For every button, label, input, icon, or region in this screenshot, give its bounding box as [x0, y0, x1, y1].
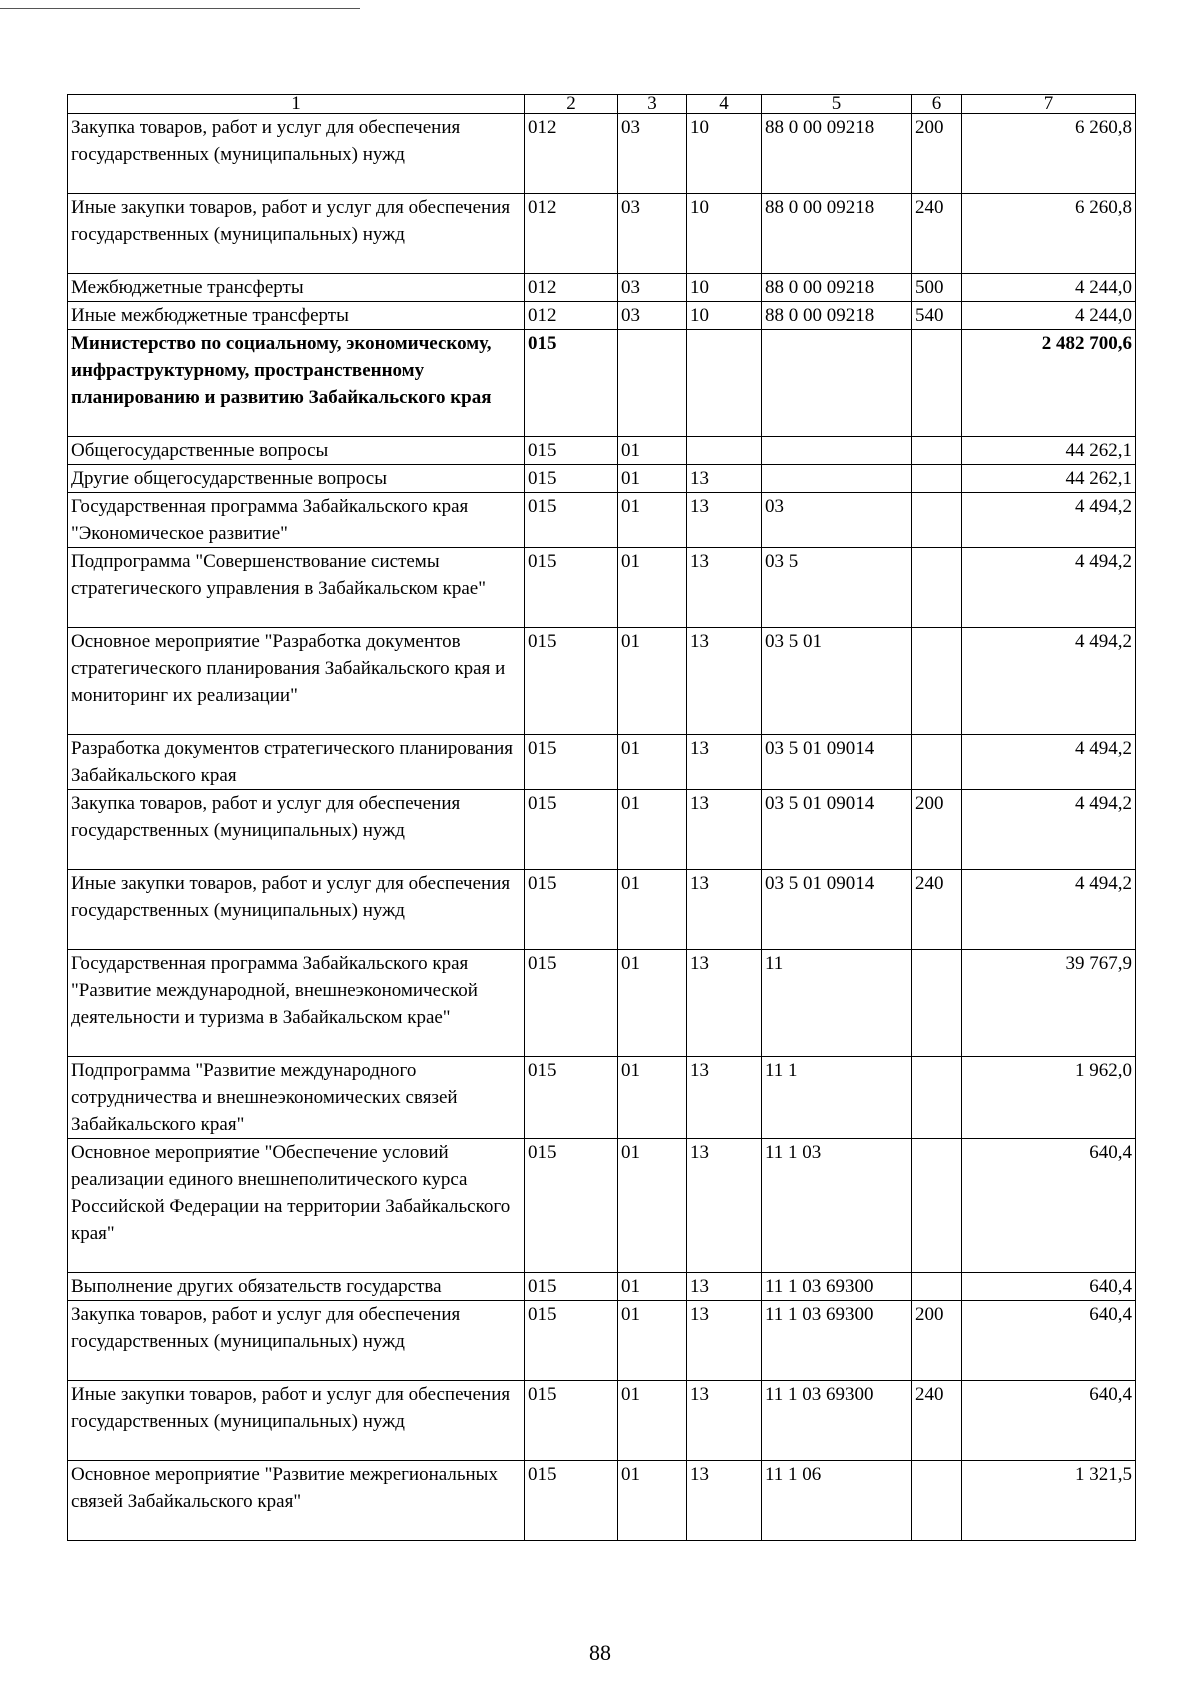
- row-subsection-cell: 10: [687, 302, 762, 330]
- row-target-article-cell: [762, 465, 912, 493]
- row-amount-cell: 4 494,2: [962, 628, 1136, 735]
- row-name-cell: Подпрограмма "Развитие международного сотрудничества и внешнеэкономических связей Забайкальского края": [68, 1057, 525, 1139]
- row-amount-cell: 44 262,1: [962, 437, 1136, 465]
- row-target-article-cell: 11: [762, 950, 912, 1057]
- row-code-cell: 015: [525, 1381, 618, 1461]
- table-row: [68, 274, 1136, 302]
- header-row: [68, 95, 1136, 114]
- row-target-article-cell: 03 5: [762, 548, 912, 628]
- row-expense-type-cell: 240: [912, 194, 962, 274]
- row-subsection-cell: 10: [687, 114, 762, 194]
- row-section-cell: 01: [618, 628, 687, 735]
- row-target-article-cell: 11 1 03: [762, 1139, 912, 1273]
- row-expense-type-cell: [912, 735, 962, 790]
- row-name-cell: Министерство по социальному, экономическому, инфраструктурному, пространственному планированию и развитию Забайкальского края: [68, 330, 525, 437]
- table-row: [68, 735, 1136, 790]
- row-target-article-cell: 88 0 00 09218: [762, 302, 912, 330]
- table-row: [68, 1139, 1136, 1273]
- header-cell: 3: [618, 95, 687, 114]
- table-row: [68, 465, 1136, 493]
- row-amount-cell: 1 321,5: [962, 1461, 1136, 1541]
- row-amount-cell: 4 244,0: [962, 302, 1136, 330]
- row-amount-cell: 640,4: [962, 1139, 1136, 1273]
- row-subsection-cell: 13: [687, 493, 762, 548]
- header-cell: 5: [762, 95, 912, 114]
- row-name-cell: Иные межбюджетные трансферты: [68, 302, 525, 330]
- row-name-cell: Другие общегосударственные вопросы: [68, 465, 525, 493]
- row-target-article-cell: 03: [762, 493, 912, 548]
- table-row: [68, 1461, 1136, 1541]
- row-name-cell: Общегосударственные вопросы: [68, 437, 525, 465]
- table-row: [68, 628, 1136, 735]
- row-code-cell: 015: [525, 1057, 618, 1139]
- budget-table: [67, 94, 1136, 1541]
- row-code-cell: 015: [525, 1273, 618, 1301]
- row-section-cell: 01: [618, 950, 687, 1057]
- row-subsection-cell: 13: [687, 1273, 762, 1301]
- row-expense-type-cell: [912, 950, 962, 1057]
- table-row: [68, 330, 1136, 437]
- row-amount-cell: 640,4: [962, 1381, 1136, 1461]
- row-target-article-cell: 11 1: [762, 1057, 912, 1139]
- row-subsection-cell: 10: [687, 194, 762, 274]
- table-row: [68, 790, 1136, 870]
- row-target-article-cell: 11 1 03 69300: [762, 1273, 912, 1301]
- row-subsection-cell: 10: [687, 274, 762, 302]
- row-name-cell: Государственная программа Забайкальского края "Развитие международной, внешнеэкономической деятельности и туризма в Забайкальском крае": [68, 950, 525, 1057]
- row-code-cell: 012: [525, 274, 618, 302]
- row-section-cell: 01: [618, 870, 687, 950]
- row-section-cell: 01: [618, 1057, 687, 1139]
- table-row: [68, 1273, 1136, 1301]
- row-name-cell: Закупка товаров, работ и услуг для обеспечения государственных (муниципальных) нужд: [68, 114, 525, 194]
- row-section-cell: 01: [618, 437, 687, 465]
- row-subsection-cell: 13: [687, 950, 762, 1057]
- row-section-cell: 03: [618, 274, 687, 302]
- row-section-cell: 03: [618, 302, 687, 330]
- row-target-article-cell: 88 0 00 09218: [762, 274, 912, 302]
- row-section-cell: 01: [618, 1381, 687, 1461]
- table-row: [68, 1381, 1136, 1461]
- row-target-article-cell: [762, 330, 912, 437]
- row-target-article-cell: 03 5 01: [762, 628, 912, 735]
- row-subsection-cell: 13: [687, 548, 762, 628]
- row-name-cell: Основное мероприятие "Разработка документов стратегического планирования Забайкальского края и мониторинг их реализации": [68, 628, 525, 735]
- row-expense-type-cell: [912, 1461, 962, 1541]
- row-name-cell: Иные закупки товаров, работ и услуг для обеспечения государственных (муниципальных) нужд: [68, 194, 525, 274]
- row-code-cell: 015: [525, 465, 618, 493]
- page-number: 88: [589, 1640, 611, 1665]
- header-cell: 6: [912, 95, 962, 114]
- row-subsection-cell: 13: [687, 1301, 762, 1381]
- row-code-cell: 015: [525, 1139, 618, 1273]
- header-cell: 1: [68, 95, 525, 114]
- row-code-cell: 015: [525, 790, 618, 870]
- row-name-cell: Иные закупки товаров, работ и услуг для обеспечения государственных (муниципальных) нужд: [68, 870, 525, 950]
- table-row: [68, 302, 1136, 330]
- row-name-cell: Выполнение других обязательств государства: [68, 1273, 525, 1301]
- row-expense-type-cell: [912, 628, 962, 735]
- row-target-article-cell: 11 1 03 69300: [762, 1301, 912, 1381]
- row-expense-type-cell: 200: [912, 114, 962, 194]
- row-amount-cell: 4 494,2: [962, 870, 1136, 950]
- row-expense-type-cell: [912, 493, 962, 548]
- row-expense-type-cell: [912, 1139, 962, 1273]
- row-section-cell: 01: [618, 790, 687, 870]
- row-name-cell: Основное мероприятие "Развитие межрегиональных связей Забайкальского края": [68, 1461, 525, 1541]
- row-code-cell: 015: [525, 1301, 618, 1381]
- row-code-cell: 015: [525, 870, 618, 950]
- row-code-cell: 015: [525, 330, 618, 437]
- row-code-cell: 015: [525, 735, 618, 790]
- row-subsection-cell: 13: [687, 870, 762, 950]
- row-code-cell: 015: [525, 548, 618, 628]
- row-amount-cell: 4 494,2: [962, 790, 1136, 870]
- row-expense-type-cell: 500: [912, 274, 962, 302]
- row-name-cell: Межбюджетные трансферты: [68, 274, 525, 302]
- row-subsection-cell: 13: [687, 735, 762, 790]
- row-section-cell: 01: [618, 493, 687, 548]
- row-subsection-cell: 13: [687, 628, 762, 735]
- row-amount-cell: 6 260,8: [962, 194, 1136, 274]
- row-target-article-cell: 88 0 00 09218: [762, 114, 912, 194]
- row-code-cell: 012: [525, 114, 618, 194]
- table-row: [68, 493, 1136, 548]
- row-name-cell: Основное мероприятие "Обеспечение условий реализации единого внешнеполитического курса Российской Федерации на территории Забайкальского края": [68, 1139, 525, 1273]
- row-amount-cell: 4 244,0: [962, 274, 1136, 302]
- row-section-cell: 01: [618, 1301, 687, 1381]
- table-row: [68, 1301, 1136, 1381]
- table-row: [68, 1057, 1136, 1139]
- row-name-cell: Государственная программа Забайкальского края "Экономическое развитие": [68, 493, 525, 548]
- row-amount-cell: 640,4: [962, 1273, 1136, 1301]
- row-section-cell: 01: [618, 735, 687, 790]
- row-subsection-cell: [687, 330, 762, 437]
- top-rule: [0, 8, 360, 9]
- row-code-cell: 015: [525, 628, 618, 735]
- row-target-article-cell: 11 1 06: [762, 1461, 912, 1541]
- table-row: [68, 950, 1136, 1057]
- header-cell: 7: [962, 95, 1136, 114]
- row-subsection-cell: 13: [687, 465, 762, 493]
- row-expense-type-cell: [912, 548, 962, 628]
- row-expense-type-cell: [912, 465, 962, 493]
- row-target-article-cell: 03 5 01 09014: [762, 870, 912, 950]
- row-name-cell: Закупка товаров, работ и услуг для обеспечения государственных (муниципальных) нужд: [68, 790, 525, 870]
- header-cell: 2: [525, 95, 618, 114]
- row-amount-cell: 39 767,9: [962, 950, 1136, 1057]
- row-subsection-cell: 13: [687, 1381, 762, 1461]
- row-expense-type-cell: 200: [912, 1301, 962, 1381]
- row-expense-type-cell: 540: [912, 302, 962, 330]
- row-code-cell: 015: [525, 493, 618, 548]
- row-expense-type-cell: [912, 330, 962, 437]
- row-subsection-cell: [687, 437, 762, 465]
- row-expense-type-cell: 200: [912, 790, 962, 870]
- row-amount-cell: 6 260,8: [962, 114, 1136, 194]
- row-section-cell: 03: [618, 114, 687, 194]
- row-expense-type-cell: 240: [912, 870, 962, 950]
- row-name-cell: Разработка документов стратегического планирования Забайкальского края: [68, 735, 525, 790]
- table-row: [68, 870, 1136, 950]
- row-amount-cell: 2 482 700,6: [962, 330, 1136, 437]
- row-section-cell: 01: [618, 548, 687, 628]
- row-target-article-cell: 88 0 00 09218: [762, 194, 912, 274]
- row-amount-cell: 4 494,2: [962, 493, 1136, 548]
- row-name-cell: Закупка товаров, работ и услуг для обеспечения государственных (муниципальных) нужд: [68, 1301, 525, 1381]
- table-row: [68, 114, 1136, 194]
- row-code-cell: 015: [525, 437, 618, 465]
- row-expense-type-cell: [912, 1057, 962, 1139]
- row-code-cell: 012: [525, 302, 618, 330]
- row-name-cell: Подпрограмма "Совершенствование системы стратегического управления в Забайкальском крае": [68, 548, 525, 628]
- row-amount-cell: 4 494,2: [962, 735, 1136, 790]
- row-expense-type-cell: [912, 1273, 962, 1301]
- row-section-cell: 01: [618, 465, 687, 493]
- row-code-cell: 015: [525, 1461, 618, 1541]
- row-target-article-cell: 03 5 01 09014: [762, 735, 912, 790]
- header-cell: 4: [687, 95, 762, 114]
- table-row: [68, 194, 1136, 274]
- row-target-article-cell: [762, 437, 912, 465]
- row-code-cell: 012: [525, 194, 618, 274]
- row-subsection-cell: 13: [687, 1461, 762, 1541]
- row-target-article-cell: 03 5 01 09014: [762, 790, 912, 870]
- row-subsection-cell: 13: [687, 1057, 762, 1139]
- row-expense-type-cell: [912, 437, 962, 465]
- table-row: [68, 437, 1136, 465]
- row-section-cell: 03: [618, 194, 687, 274]
- row-amount-cell: 4 494,2: [962, 548, 1136, 628]
- row-section-cell: 01: [618, 1273, 687, 1301]
- row-section-cell: 01: [618, 1461, 687, 1541]
- row-section-cell: [618, 330, 687, 437]
- row-subsection-cell: 13: [687, 1139, 762, 1273]
- row-expense-type-cell: 240: [912, 1381, 962, 1461]
- row-amount-cell: 640,4: [962, 1301, 1136, 1381]
- row-target-article-cell: 11 1 03 69300: [762, 1381, 912, 1461]
- row-amount-cell: 1 962,0: [962, 1057, 1136, 1139]
- row-code-cell: 015: [525, 950, 618, 1057]
- table-row: [68, 548, 1136, 628]
- row-amount-cell: 44 262,1: [962, 465, 1136, 493]
- row-subsection-cell: 13: [687, 790, 762, 870]
- row-section-cell: 01: [618, 1139, 687, 1273]
- row-name-cell: Иные закупки товаров, работ и услуг для обеспечения государственных (муниципальных) нужд: [68, 1381, 525, 1461]
